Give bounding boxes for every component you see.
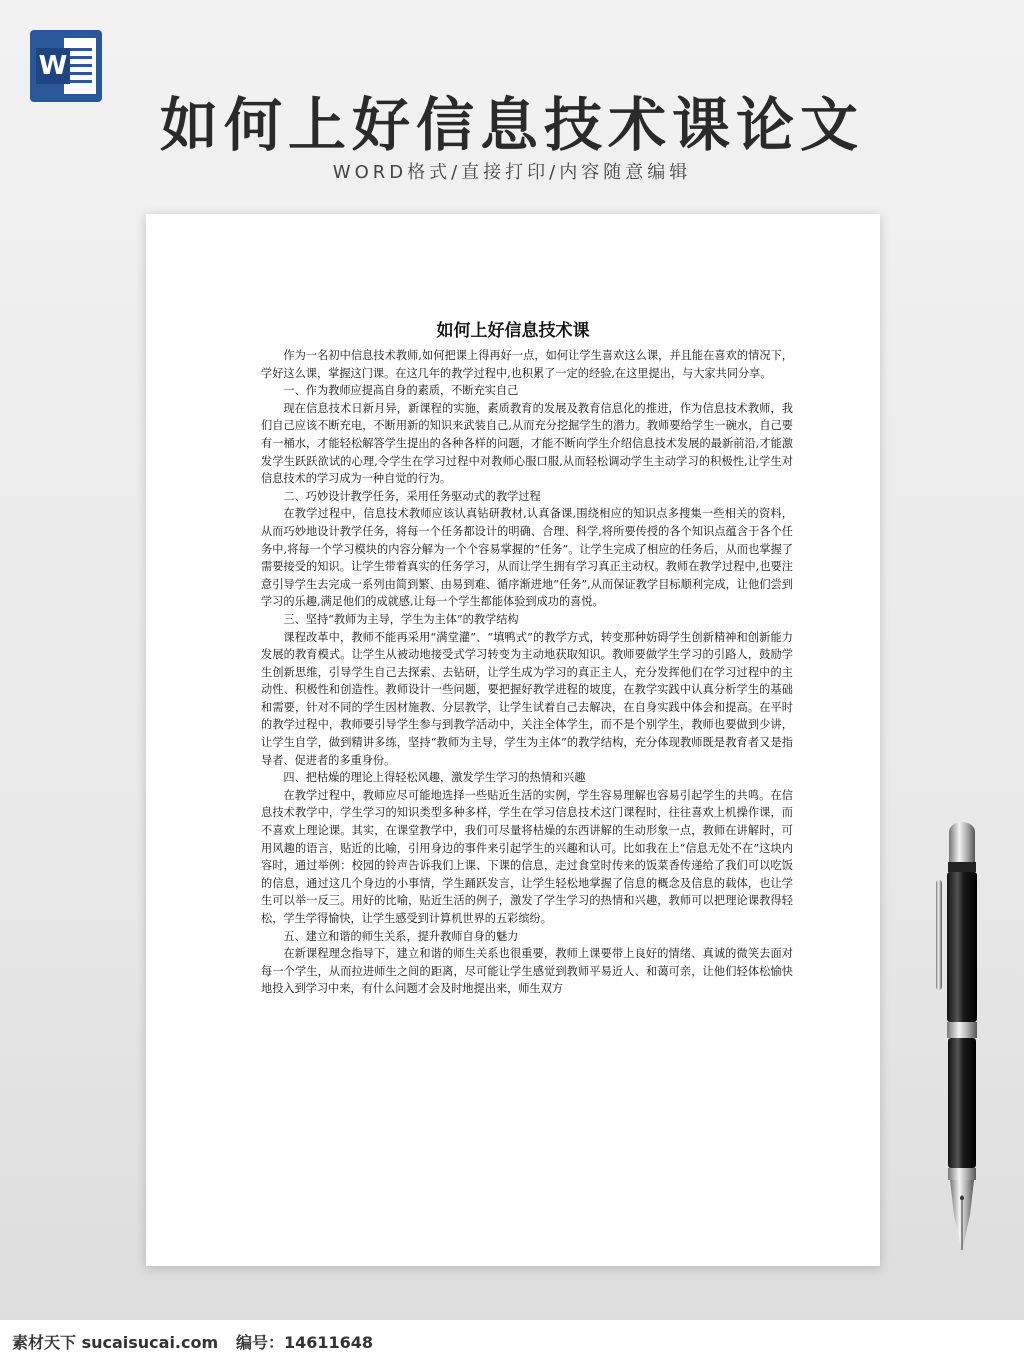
paragraph-section-3: 课程改革中，教师不能再采用“满堂灌”、“填鸭式”的教学方式，转变那种妨碍学生创新精神和创新能力发展的教育模式。让学生从被动地接受式学习转变为主动地获取知识。教师要做学生学习的引路人，鼓励学生创新思维，引导学生自己去探索、去钻研，让学生成为学习的真正主人，充分发挥他们在学习过程中的主动性、积极性和创造性。教师设计一些问题，要把握好教学进程的坡度，在教学实践中认真分析学生的基础和需要，针对不同的学生因材施教、分层教学，让学生试着自己去解决，在自身实践中体会和提高。在平时的教学过程中，教师要引导学生参与到教学活动中，关注全体学生，而不是个别学生，教师也要做到少讲，让学生自学，做到精讲多练，坚持“教师为主导，学生为主体”的教学结构，充分体现教师既是教育者又是指导者、促进者的多重身份。 bbox=[261, 630, 793, 767]
word-logo-letter: W bbox=[36, 48, 70, 84]
word-logo-line bbox=[70, 56, 92, 59]
footer-site-text: 素材天下 sucaisucai.com bbox=[12, 1333, 219, 1352]
word-logo-line bbox=[70, 48, 92, 51]
footer-bar bbox=[0, 1320, 1024, 1366]
banner-subtitle: WORD格式/直接打印/内容随意编辑 bbox=[332, 162, 692, 183]
paragraph-section-5: 在新课程理念指导下，建立和谐的师生关系也很重要，教师上课要带上良好的情绪、真诚的微笑去面对每一个学生，从而拉进师生之间的距离，尽可能让学生感觉到教师平易近人、和蔼可亲，让他们轻体松愉快地投入到学习中来，有什么问题才会及时地提出来，师生双方 bbox=[261, 947, 793, 996]
section-heading-5: 五、建立和谐的师生关系，提升教师自身的魅力 bbox=[283, 929, 519, 943]
section-heading-3: 三、坚持“教师为主导，学生为主体”的教学结构 bbox=[283, 612, 519, 626]
paragraph-section-1: 现在信息技术日新月异，新课程的实施，素质教育的发展及教育信息化的推进，作为信息技术教师，我们自己应该不断充电，不断用新的知识来武装自己,从而充分挖掘学生的潜力。教师要给学生一碗水，自己要有一桶水，才能轻松解答学生提出的各种各样的问题，才能不断向学生介绍信息技术发展的最新前沿,才能激发学生跃跃欲试的心理,令学生在学习过程中对教师心服口服,从而轻松调动学生主动学习的积极性,让学生对信息技术的学习成为一种自觉的行为。 bbox=[261, 401, 793, 486]
paragraph-intro: 作为一名初中信息技术教师,如何把课上得再好一点，如何让学生喜欢这么课，并且能在喜欢的情况下，学好这么课，掌握这门课。在这几年的教学过程中,也积累了一定的经验,在这里提出，与大家共同分享。 bbox=[261, 349, 793, 380]
fountain-pen-icon bbox=[932, 820, 992, 1260]
section-heading-2: 二、巧妙设计教学任务，采用任务驱动式的教学过程 bbox=[283, 489, 541, 503]
word-logo-line bbox=[70, 64, 92, 67]
paragraph-section-2: 在教学过程中，信息技术教师应该认真钻研教材,认真备课,围绕相应的知识点多搜集一些相关的资料，从而巧妙地设计教学任务，将每一个任务都设计的明确、合理、科学,将所要传授的各个知识点蕴含于各个任务中,将每一个学习模块的内容分解为一个个容易掌握的“任务”。让学生完成了相应的任务后，从而也掌握了需要接受的知识。让学生带着真实的任务学习，从而让学生拥有学习真正主动权。教师在教学过程中,也要注意引导学生去完成一系列由简到繁、由易到难、循序渐进地“任务”,从而保证教学目标顺利完成，让他们尝到学习的乐趣,满足他们的成就感,让每一个学生都能体验到成功的喜悦。 bbox=[261, 507, 793, 609]
footer-code-text: 编号：14611648 bbox=[236, 1333, 374, 1352]
section-heading-4: 四、把枯燥的理论上得轻松风趣，激发学生学习的热情和兴趣 bbox=[283, 771, 586, 785]
banner-title: 如何上好信息技术课论文 bbox=[159, 91, 864, 159]
paragraph-section-4: 在教学过程中，教师应尽可能地选择一些贴近生活的实例，学生容易理解也容易引起学生的共鸣。在信息技术教学中，学生学习的知识类型多种多样，学生在学习信息技术这门课程时，往往喜欢上机操作课，而不喜欢上理论课。其实，在课堂教学中，我们可尽量将枯燥的东西讲解的生动形象一点，教师在讲解时，可用风趣的语言，贴近的比喻，引用身边的事件来引起学生的兴趣和认可。比如我在上“信息无处不在”这块内容时，通过举例：校园的铃声告诉我们上课、下课的信息，走过食堂时传来的饭菜香传递给了我们可以吃饭的信息，通过这几个身边的小事情，学生踊跃发言，让学生轻松地掌握了信息的概念及信息的载体，也让学生可以举一反三。用好的比喻，贴近生活的例子，激发了学生学习的热情和兴趣，教师可以把理论课教得轻松，学生学得愉快，让学生感受到计算机世界的五彩缤纷。 bbox=[261, 788, 793, 925]
document-title: 如何上好信息技术课 bbox=[436, 321, 590, 341]
word-logo-line bbox=[70, 72, 92, 75]
document-body bbox=[261, 347, 793, 1187]
section-heading-1: 一、作为教师应提高自身的素质，不断充实自己 bbox=[283, 384, 519, 398]
document-page bbox=[146, 214, 880, 1266]
